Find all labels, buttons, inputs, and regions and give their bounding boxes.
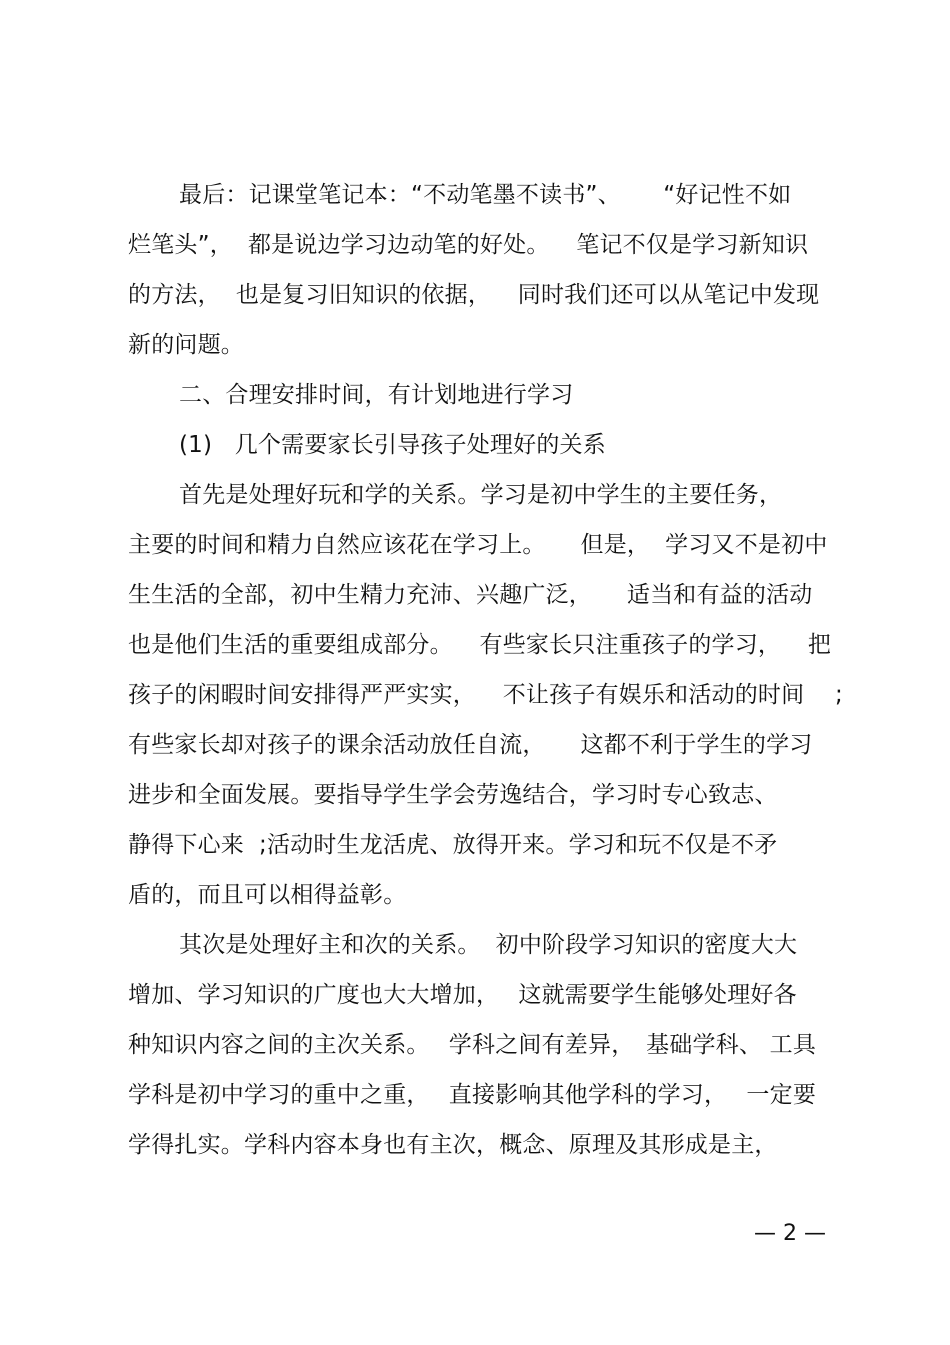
text-line: 有些家长却对孩子的课余活动放任自流， 这都不利于学生的学习 — [128, 732, 813, 758]
text-line: 烂笔头”， 都是说边学习边动笔的好处。 笔记不仅是学习新知识 — [128, 232, 809, 258]
text-line: 也是他们生活的重要组成部分。 有些家长只注重孩子的学习， 把 — [128, 632, 832, 658]
text-line: 盾的，而且可以相得益彰。 — [128, 882, 407, 908]
text-line: 增加、学习知识的广度也大大增加， 这就需要学生能够处理好各 — [128, 982, 797, 1008]
text-line: 静得下心来 ;活动时生龙活虎、放得开来。学习和玩不仅是不矛 — [128, 832, 778, 858]
text-line: 孩子的闲暇时间安排得严严实实， 不让孩子有娱乐和活动的时间 ; — [128, 682, 843, 708]
page-number: — 2 — — [754, 1221, 826, 1246]
text-line: 其次是处理好主和次的关系。 初中阶段学习知识的密度大大 — [179, 932, 798, 958]
section-heading: 二、合理安排时间，有计划地进行学习 — [179, 382, 574, 408]
text-line: 的方法， 也是复习旧知识的依据， 同时我们还可以从笔记中发现 — [128, 282, 820, 308]
text-line: 最后：记课堂笔记本：“不动笔墨不读书”、 “好记性不如 — [179, 182, 792, 208]
text-line: 主要的时间和精力自然应该花在学习上。 但是， 学习又不是初中 — [128, 532, 828, 558]
text-line: 首先是处理好玩和学的关系。学习是初中学生的主要任务， — [179, 482, 783, 508]
text-line: 学科是初中学习的重中之重， 直接影响其他学科的学习， 一定要 — [128, 1082, 817, 1108]
text-line: 生生活的全部，初中生精力充沛、兴趣广泛， 适当和有益的活动 — [128, 582, 813, 608]
subsection-heading: (1) 几个需要家长引导孩子处理好的关系 — [179, 432, 606, 458]
text-line: 进步和全面发展。要指导学生学会劳逸结合，学习时专心致志、 — [128, 782, 778, 808]
text-line: 新的问题。 — [128, 332, 244, 358]
text-line: 学得扎实。学科内容本身也有主次，概念、原理及其形成是主， — [128, 1132, 778, 1158]
text-line: 种知识内容之间的主次关系。 学科之间有差异， 基础学科、 工具 — [128, 1032, 817, 1058]
